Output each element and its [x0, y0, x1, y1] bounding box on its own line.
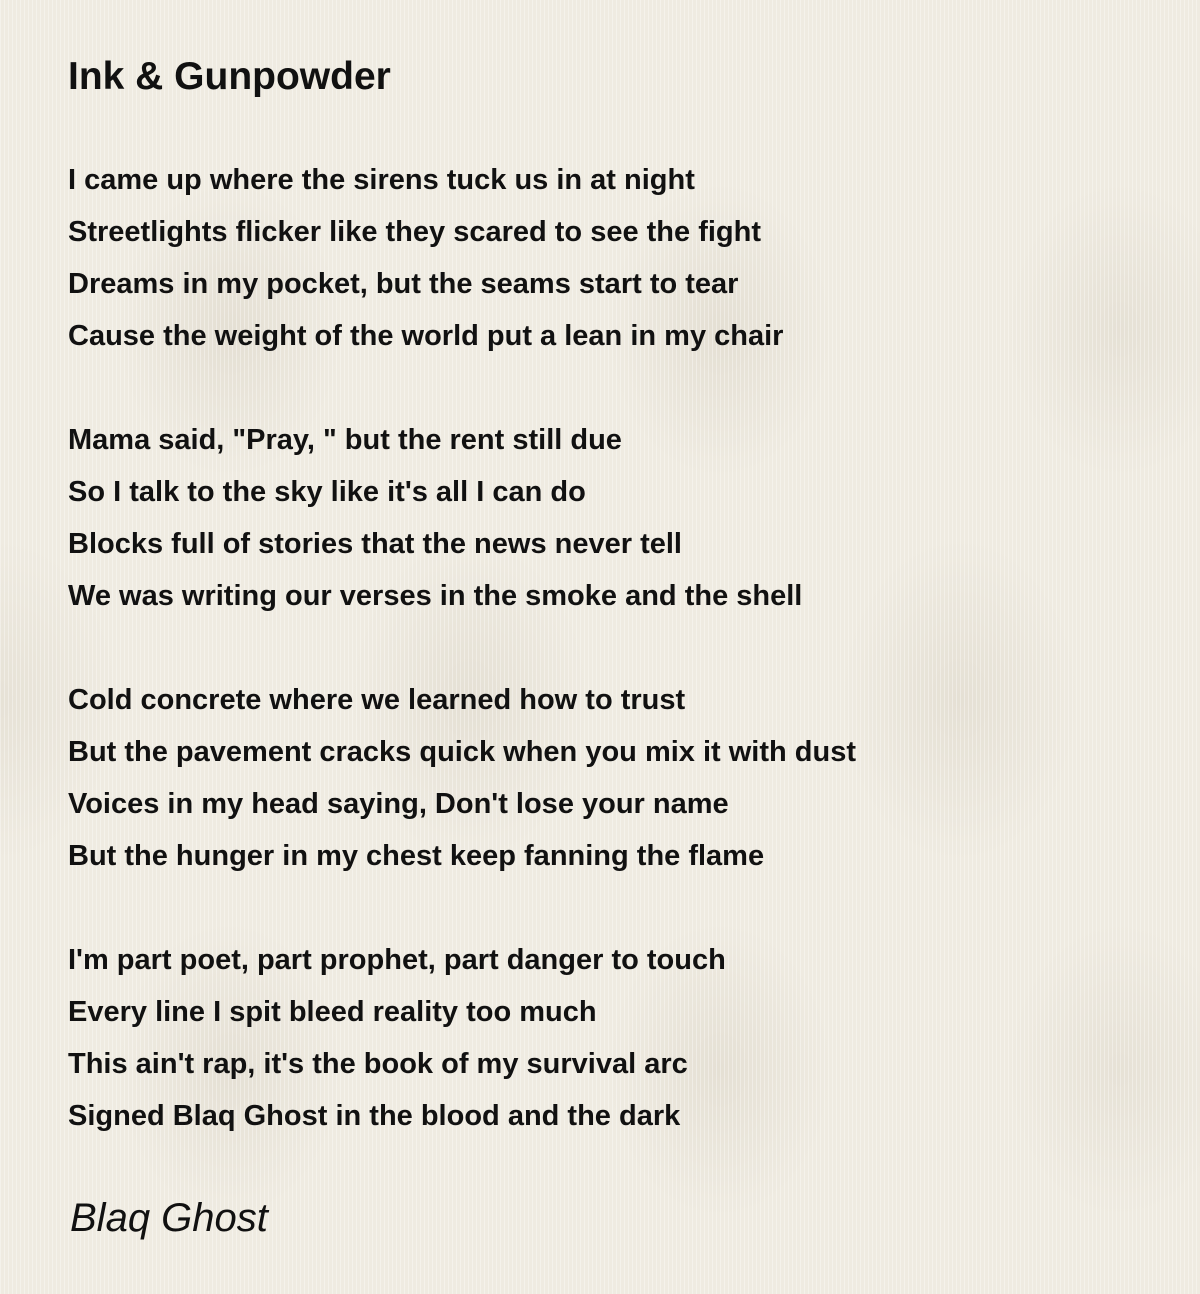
stanza-3 [68, 674, 1148, 882]
poem-line: Voices in my head saying, Don't lose your name [68, 788, 729, 820]
stanza-4 [68, 934, 1148, 1142]
poem-line: We was writing our verses in the smoke and the shell [68, 580, 803, 612]
poem-line: But the hunger in my chest keep fanning the flame [68, 840, 765, 872]
poem-line: Mama said, "Pray, " but the rent still due [68, 424, 622, 456]
stanza-1 [68, 154, 1148, 362]
poem-line: Blocks full of stories that the news never tell [68, 528, 682, 560]
poem-line: So I talk to the sky like it's all I can do [68, 476, 586, 508]
poem-line: But the pavement cracks quick when you mix it with dust [68, 736, 856, 768]
stanza-2 [68, 414, 1148, 622]
poem-line: I came up where the sirens tuck us in at night [68, 164, 695, 196]
poem-line: I'm part poet, part prophet, part danger to touch [68, 944, 726, 976]
poem-line: Dreams in my pocket, but the seams start to tear [68, 268, 739, 300]
poem-line: Every line I spit bleed reality too much [68, 996, 597, 1028]
poem-container [68, 52, 1148, 1194]
poem-body [68, 154, 1148, 1142]
poem-line: This ain't rap, it's the book of my survival arc [68, 1048, 688, 1080]
poem-title: Ink & Gunpowder [68, 55, 391, 98]
poem-line: Streetlights flicker like they scared to see the fight [68, 216, 761, 248]
poem-line: Cold concrete where we learned how to trust [68, 684, 686, 716]
poem-line: Cause the weight of the world put a lean in my chair [68, 320, 784, 352]
poem-author: Blaq Ghost [70, 1196, 268, 1240]
poem-line: Signed Blaq Ghost in the blood and the dark [68, 1100, 681, 1132]
